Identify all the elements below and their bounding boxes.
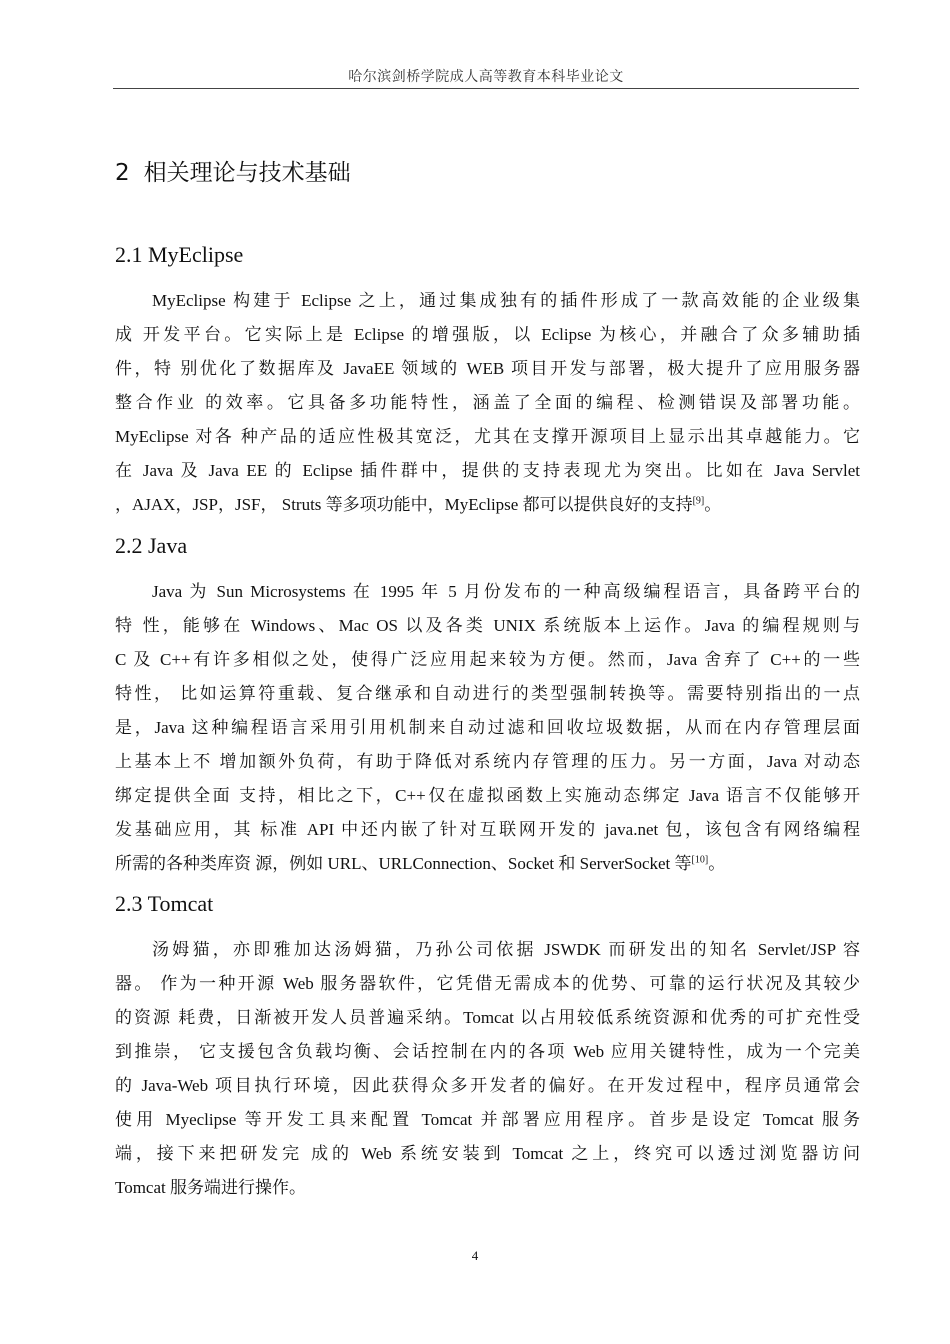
paragraph-line: 到推崇， 它支援包含负载均衡、会话控制在内的各项 Web 应用关键特性，成为一个完美 — [115, 1042, 860, 1061]
paragraph-line: 使用 Myeclipse 等开发工具来配置 Tomcat 并部署应用程序。首步是设定 Tomcat 服务 — [115, 1110, 860, 1129]
paragraph-line-last: Tomcat 服务端进行操作。 — [115, 1178, 306, 1197]
chapter-heading — [115, 154, 351, 187]
header-rule — [113, 88, 859, 89]
paragraph-line: 特 性，能够在 Windows、Mac OS 以及各类 UNIX 系统版本上运作。Java 的编程规则与 — [115, 616, 860, 635]
citation-ref: [10] — [691, 854, 709, 866]
paragraph-java — [115, 575, 860, 881]
paragraph-line: 件，特 别优化了数据库及 JavaEE 领域的 WEB 项目开发与部署，极大提升了应用服务器 — [115, 359, 860, 378]
paragraph-line: 绑定提供全面 支持，相比之下，C++仅在虚拟函数上实施动态绑定 Java 语言不仅能够开 — [115, 786, 860, 805]
paragraph-tomcat — [115, 933, 860, 1205]
section-heading-tomcat: 2.3 Tomcat — [115, 891, 214, 916]
line-end: 。 — [708, 854, 726, 873]
paragraph-line: 整合作业 的效率。它具备多功能特性，涵盖了全面的编程、检测错误及部署功能。 — [115, 393, 860, 412]
chapter-title: 相关理论与技术基础 — [143, 160, 351, 186]
paragraph-line: 的资源 耗费，日渐被开发人员普遍采纳。Tomcat 以占用较低系统资源和优秀的可扩充性受 — [115, 1008, 860, 1027]
paragraph-line-last — [115, 488, 860, 522]
paragraph-line: 在 Java 及 Java EE 的 Eclipse 插件群中，提供的支持表现尤为突出。比如在 Java Servlet — [115, 461, 860, 480]
paragraph-line: MyEclipse 对各 种产品的适应性极其宽泛，尤其在支撑开源项目上显示出其卓越能力。它 — [115, 427, 860, 446]
paragraph-line: 特性， 比如运算符重载、复合继承和自动进行的类型强制转换等。需要特别指出的一点 — [115, 684, 860, 703]
paragraph-line: 汤姆猫，亦即雅加达汤姆猫，乃孙公司依据 JSWDK 而研发出的知名 Servlet/JSP 容 — [152, 940, 860, 959]
line-text: 所需的各种类库资 源，例如 URL、URLConnection、Socket 和 ServerSocket 等 — [115, 854, 692, 873]
paragraph-line: 的 Java-Web 项目执行环境，因此获得众多开发者的偏好。在开发过程中，程序员通常会 — [115, 1076, 860, 1095]
paragraph-line: Java 为 Sun Microsystems 在 1995 年 5 月份发布的一种高级编程语言，具备跨平台的 — [152, 582, 860, 601]
running-header: 哈尔滨剑桥学院成人高等教育本科毕业论文 — [348, 70, 624, 85]
paragraph-line: C 及 C++有许多相似之处，使得广泛应用起来较为方便。然而，Java 舍弃了 C++的一些 — [115, 650, 860, 669]
chapter-number: 2 — [115, 160, 130, 186]
page-number: 4 — [471, 1248, 479, 1263]
paragraph-line: 上基本上不 增加额外负荷，有助于降低对系统内存管理的压力。另一方面，Java 对动态 — [115, 752, 860, 771]
paragraph-line: 端，接下来把研发完 成的 Web 系统安装到 Tomcat 之上，终究可以透过浏览器访问 — [115, 1144, 860, 1163]
paragraph-myeclipse — [115, 284, 860, 522]
paragraph-line-last — [115, 847, 860, 881]
section-heading-java: 2.2 Java — [115, 533, 188, 558]
paragraph-line: 是，Java 这种编程语言采用引用机制来自动过滤和回收垃圾数据，从而在内存管理层面 — [115, 718, 860, 737]
section-heading-myeclipse: 2.1 MyEclipse — [115, 242, 244, 267]
line-text: ，AJAX，JSP，JSF， Struts 等多项功能中，MyEclipse 都可以提供良好的支持 — [115, 495, 693, 514]
paragraph-line: MyEclipse 构建于 Eclipse 之上，通过集成独有的插件形成了一款高效能的企业级集 — [152, 291, 860, 310]
paragraph-line: 器。 作为一种开源 Web 服务器软件，它凭借无需成本的优势、可靠的运行状况及其较少 — [115, 974, 860, 993]
citation-ref: [9] — [692, 495, 705, 507]
paragraph-line: 发基础应用，其 标准 API 中还内嵌了针对互联网开发的 java.net 包，该包含有网络编程 — [115, 820, 860, 839]
line-end: 。 — [704, 495, 722, 514]
paragraph-line: 成 开发平台。它实际上是 Eclipse 的增强版，以 Eclipse 为核心，并融合了众多辅助插 — [115, 325, 860, 344]
